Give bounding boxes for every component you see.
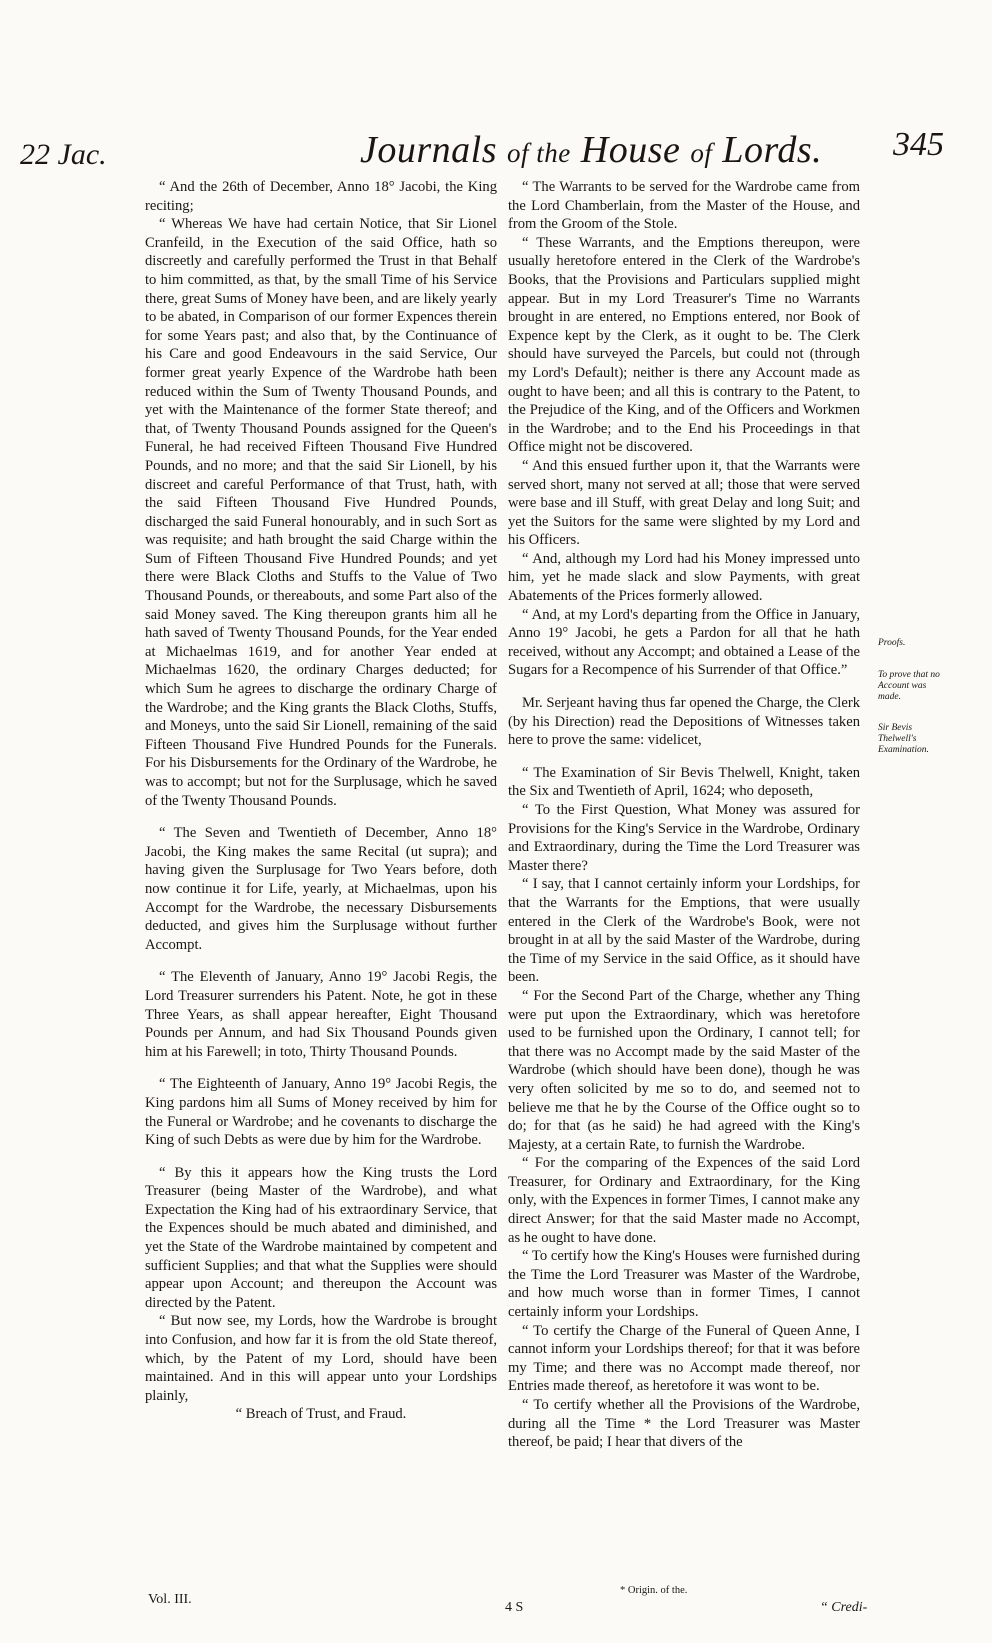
running-title-part: Journals [360, 129, 507, 171]
running-title-part: Lords. [712, 129, 823, 171]
paragraph: “ The Seven and Twentieth of December, Anno 18° Jacobi, the King makes the same Recital (ut supra); and having given the Surplusage for Two Years before, doth now continue it for Life, yearly, at Michaelmas, upon his Accompt for the Wardrobe, the necessary Disbursements deducted, and gives him the Surplusage without further Accompt. [145, 825, 497, 953]
running-title [360, 128, 822, 172]
side-note: To prove that no Account was made. [878, 670, 940, 702]
paragraph: “ To the First Question, What Money was assured for Provisions for the King's Service in the Wardrobe, Ordinary and Extraordinary, during the Time the Lord Treasurer was Master there? [508, 802, 860, 874]
paragraph: “ And the 26th of December, Anno 18° Jacobi, the King reciting; [145, 179, 497, 214]
running-title-part: of the [507, 138, 571, 168]
regnal-year: 22 Jac. [20, 138, 107, 171]
paragraph: “ But now see, my Lords, how the Wardrobe is brought into Confusion, and how far it is from the old State thereof, which, by the Patent of my Lord, should have been maintained. And in this will appear unto your Lordships plainly, [145, 1313, 497, 1404]
paragraph: “ For the comparing of the Expences of the said Lord Treasurer, for Ordinary and Extraordinary, for the King only, with the Expences in former Times, I cannot make any direct Answer; for that the said Master made no Accompt, as he ought to have done. [508, 1155, 860, 1246]
running-title-part: of [690, 138, 713, 168]
paragraph: “ I say, that I cannot certainly inform your Lordships, for that the Warrants for the Emptions, that were usually entered in the Clerk of the Wardrobe's Book, were not brought in at all by the said Master of the Wardrobe, during the Time of my Service in the said Office, as it should have been. [508, 876, 860, 986]
paragraph: “ The Examination of Sir Bevis Thelwell, Knight, taken the Six and Twentieth of April, 1624; who deposeth, [508, 764, 860, 800]
paragraph: “ The Eleventh of January, Anno 19° Jacobi Regis, the Lord Treasurer surrenders his Patent. Note, he got in these Three Years, as shall appear hereafter, Eight Thousand Pounds per Annum, and had Six Thousand Pounds given him at his Farewell; in toto, Thirty Thousand Pounds. [145, 969, 497, 1060]
paragraph: “ The Warrants to be served for the Wardrobe came from the Lord Chamberlain, from the Master of the House, and from the Groom of the Stole. [508, 179, 860, 233]
volume-mark: Vol. III. [148, 1592, 192, 1607]
paragraph: “ Breach of Trust, and Fraud. [235, 1406, 407, 1423]
paragraph: “ To certify the Charge of the Funeral of Queen Anne, I cannot inform your Lordships thereof; for that it was before my Time; and there was no Accompt made thereof, nor Entries made thereof, as heretofore it was wont to be. [508, 1322, 860, 1395]
footnote: * Origin. of the. [620, 1585, 688, 1596]
paragraph: “ And, at my Lord's departing from the Office in January, Anno 19° Jacobi, he gets a Pardon for all that he hath received, without any Accompt; and obtained a Lease of the Sugars for a Recompence of his Surrender of that Office.” [508, 606, 860, 679]
right-column [508, 178, 860, 1452]
paragraph: “ For the Second Part of the Charge, whether any Thing were put upon the Extraordinary, which was heretofore used to be furnished upon the Ordinary, I cannot tell; for that there was no Accompt made by the said Master of the Wardrobe (which should have been done), though he was very often solicited by me so to do, and seemed not to believe me that he by the Course of the Office ought so to do; for that (as he said) he had agreed with the King's Majesty, at a certain Rate, to furnish the Wardrobe. [508, 987, 860, 1153]
paragraph: “ The Eighteenth of January, Anno 19° Jacobi Regis, the King pardons him all Sums of Money received by him for the Funeral or Wardrobe; and he covenants to discharge the King of such Debts as were due by him for the Wardrobe. [145, 1076, 497, 1149]
side-note: Proofs. [878, 638, 906, 648]
page-number: 345 [893, 126, 944, 163]
paragraph: “ And this ensued further upon it, that the Warrants were served short, many not served at all; those that were served were base and ill Stuff, with great Delay and long Suit; and yet the Suitors for the same were slighted by my Lord and his Officers. [508, 457, 860, 549]
page-header [0, 120, 992, 171]
catchword: “ Credi- [820, 1600, 868, 1615]
paragraph: “ And, although my Lord had his Money impressed unto him, yet he made slack and slow Payments, with great Abatements of the Prices formerly allowed. [508, 550, 860, 605]
paragraph: “ These Warrants, and the Emptions thereupon, were usually heretofore entered in the Clerk of the Wardrobe's Books, that the Provisions and Particulars supplied might appear. But in my Lord Treasurer's Time no Warrants brought in are entered, no Emptions entered, nor Book of Expence kept by the Clerk, as it ought to be. The Clerk should have surveyed the Parcels, but could not (through my Lord's Default); neither is there any Account made as ought to have been; and all this is contrary to the Patent, to the Prejudice of the King, and of the Officers and Workmen in the Wardrobe; and to the End his Proceedings in that Office might not be discovered. [508, 234, 860, 456]
paragraph: “ By this it appears how the King trusts the Lord Treasurer (being Master of the Wardrobe), and what Expectation the King had of his extraordinary Service, that the Expences should be much abated and diminished, and yet the State of the Wardrobe maintained by competent and sufficient Supplies; and that what the Supplies were should appear upon Account; and thereupon the Account was directed by the Patent. [145, 1164, 497, 1311]
paragraph: “ Whereas We have had certain Notice, that Sir Lionel Cranfeild, in the Execution of the said Office, hath so discreetly and carefully performed the Trust in that Behalf to him committed, as that, by the small Time of his Service there, great Sums of Money have been, and are likely yearly to be abated, in Comparison of our former Expences therein for some Years past; and also that, by the Continuance of his Care and good Endeavours in the said Service, Our former great yearly Expence of the Wardrobe hath been reduced within the Sum of Twenty Thousand Pounds, and yet with the Maintenance of the former State thereof; and that, of Twenty Thousand Pounds assigned for the Queen's Funeral, he had received Fifteen Thousand Five Hundred Pounds, and no more; and that the said Sir Lionell, by his discreet and careful Performance of that Trust, hath, with the said Fifteen Thousand Five Hundred Pounds, discharged the said Funeral honourably, and in such Sort as was requisite; and hath brought the said Charge within the Sum of Fifteen Thousand Five Hundred Pounds; and yet there were Black Cloths and Stuffs to the Value of Two Thousand Pounds, or thereabouts, and some Part also of the said Money saved. The King thereupon grants him all he hath saved of Twenty Thousand Pounds, for the Year ended at Michaelmas 1619, and for another Year ended at Michaelmas 1620, the ordinary Charges deducted; for which Sum he agrees to discharge the ordinary Charge of the Wardrobe; and the King grants the Black Cloths, Stuffs, and Moneys, unto the said Sir Lionell, remaining of the said Fifteen Thousand Five Hundred Pounds for the Funerals. For his Disbursements for the Ordinary of the Wardrobe, he was to accompt; but not for the Surplusage, which he saved of the Twenty Thousand Pounds. [145, 216, 497, 809]
paragraph: “ To certify how the King's Houses were furnished during the Time the Lord Treasurer was Master of the Wardrobe, and how much worse than in former Times, I cannot certainly inform your Lordships. [508, 1248, 860, 1321]
paragraph: Mr. Serjeant having thus far opened the Charge, the Clerk (by his Direction) read the Depositions of Witnesses taken here to prove the same: videlicet, [508, 695, 860, 749]
paragraph: “ To certify whether all the Provisions of the Wardrobe, during all the Time * the Lord Treasurer was Master thereof, be paid; I hear that divers of the [508, 1397, 860, 1451]
side-note: Sir Bevis Thelwell's Examination. [878, 723, 929, 755]
left-column [145, 178, 497, 1424]
running-title-part: House [570, 129, 691, 171]
signature-mark: 4 S [505, 1600, 524, 1615]
